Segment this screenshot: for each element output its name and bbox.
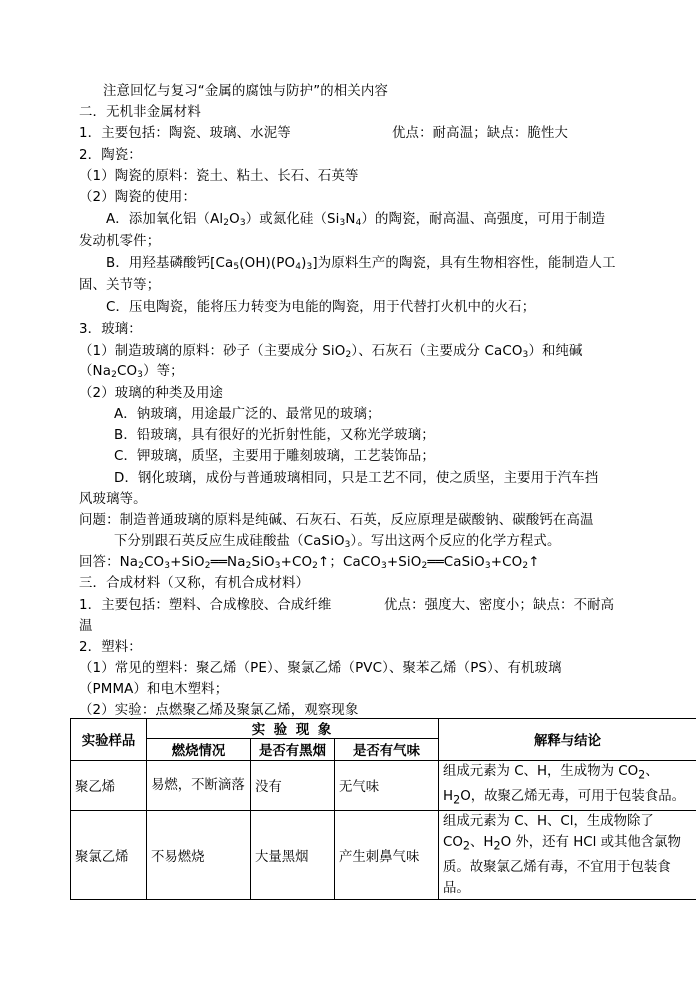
glass-raw-materials: （1）制造玻璃的原料：砂子（主要成分 SiO$_2$）、石灰石（主要成分 CaCO$_3$）和纯碱 <box>79 344 583 360</box>
ceramic-use-c: C．压电陶瓷，能将压力转变为电能的陶瓷，用于代替打火机中的火石； <box>106 300 536 315</box>
experiment-line: （2）实验：点燃聚乙烯及聚氯乙烯，观察现象 <box>79 703 359 718</box>
row1-burn: 易燃，不断滴落 <box>147 761 251 811</box>
section-3-heading: 三．合成材料（又称，有机合成材料） <box>79 576 310 591</box>
header-conclusion: 解释与结论 <box>439 719 696 761</box>
row1-conclusion: 组成元素为 C、H，生成物为 $CO_2$、$H_2O$，故聚乙烯无毒，可用于包装食品。 <box>439 761 696 811</box>
glass-type-c: C．钾玻璃，质坚，主要用于雕刻玻璃，工艺装饰品； <box>114 449 435 464</box>
row1-smell: 无气味 <box>335 761 439 811</box>
ceramic-use-a: A．添加氧化铝$(Al_2O_3)$或氮化硅$(Si_3N_4)$的陶瓷，耐高温、高强度，可用于制造 <box>106 212 606 228</box>
table-row <box>71 811 696 900</box>
glass-heading: 3．玻璃： <box>79 322 142 337</box>
table-header-row <box>71 719 696 739</box>
experiment-table <box>70 718 696 900</box>
ceramic-use-b-cont: 固、关节等； <box>79 278 161 293</box>
question-line-2: 下分别跟石英反应生成硅酸盐（CaSiO$_3$）。写出这两个反应的化学方程式。 <box>114 534 561 550</box>
header-smoke: 是否有黑烟 <box>251 739 335 761</box>
glass-type-b: B．铅玻璃，具有很好的光折射性能，又称光学玻璃； <box>114 428 435 443</box>
plastic-heading: 2．塑料： <box>79 640 142 655</box>
glass-type-d: D．钢化玻璃，成份与普通玻璃相同，只是工艺不同，使之质坚，主要用于汽车挡 <box>114 471 599 486</box>
ceramic-raw-materials: （1）陶瓷的原料：瓷土、粘土、长石、石英等 <box>79 169 359 184</box>
row2-smoke: 大量黑烟 <box>251 811 335 900</box>
synthetic-main-types: 1．主要包括：塑料、合成橡胶、合成纤维 <box>79 598 332 613</box>
ceramic-use-b: B．用羟基磷酸钙$[Ca_5(OH)(PO_4)_3]$为原料生产的陶瓷，具有生物相容性，能制造人工 <box>106 256 616 272</box>
row2-smell: 产生刺鼻气味 <box>335 811 439 900</box>
common-plastics-cont: （PMMA）和电木塑料； <box>79 682 229 697</box>
question-line-1: 问题：制造普通玻璃的原料是纯碱、石灰石、石英，反应原理是碳酸钠、碳酸钙在高温 <box>79 513 594 528</box>
header-sample: 实验样品 <box>71 719 147 761</box>
ceramic-heading: 2．陶瓷： <box>79 148 142 163</box>
ceramic-use-a-cont: 发动机零件； <box>79 234 161 249</box>
inorganic-pros-cons: 优点：耐高温；缺点：脆性大 <box>392 126 569 141</box>
glass-raw-materials-cont: $(Na_2CO_3)$等； <box>79 364 184 380</box>
row2-conclusion: 组成元素为 C、H、Cl，生成物除了 $CO_2$、$H_2O$ 外，还有 HCl 或其他含氯物质。故聚氯乙烯有毒，不宜用于包装食品。 <box>439 811 696 900</box>
table-row <box>71 761 696 811</box>
row2-burn: 不易燃烧 <box>147 811 251 900</box>
inorganic-main-types: 1．主要包括：陶瓷、玻璃、水泥等 <box>79 126 291 141</box>
row1-smoke: 没有 <box>251 761 335 811</box>
row2-sample: 聚氯乙烯 <box>71 811 147 900</box>
synthetic-pros-cons: 优点：强度大、密度小；缺点：不耐高 <box>384 598 615 613</box>
intro-note: 注意回忆与复习“金属的腐蚀与防护”的相关内容 <box>103 84 388 99</box>
glass-types-heading: （2）玻璃的种类及用途 <box>79 386 224 401</box>
glass-type-d-cont: 风玻璃等。 <box>79 492 147 507</box>
common-plastics: （1）常见的塑料：聚乙烯（PE）、聚氯乙烯（PVC）、聚苯乙烯（PS）、有机玻璃 <box>79 661 562 676</box>
header-phenomenon: 实 验 现 象 <box>147 719 439 739</box>
synthetic-pros-cons-cont: 温 <box>79 619 93 634</box>
header-smell: 是否有气味 <box>335 739 439 761</box>
section-2-heading: 二．无机非金属材料 <box>79 105 201 120</box>
answer-equations: 回答：$Na_2CO_3+SiO_2══Na_2SiO_3+CO_2↑$；$CaCO_3+SiO_2══CaSiO_3+CO_2↑$ <box>79 555 540 571</box>
row1-sample: 聚乙烯 <box>71 761 147 811</box>
ceramic-use-heading: （2）陶瓷的使用： <box>79 190 196 205</box>
header-burn: 燃烧情况 <box>147 739 251 761</box>
glass-type-a: A．钠玻璃，用途最广泛的、最常见的玻璃； <box>114 407 381 422</box>
